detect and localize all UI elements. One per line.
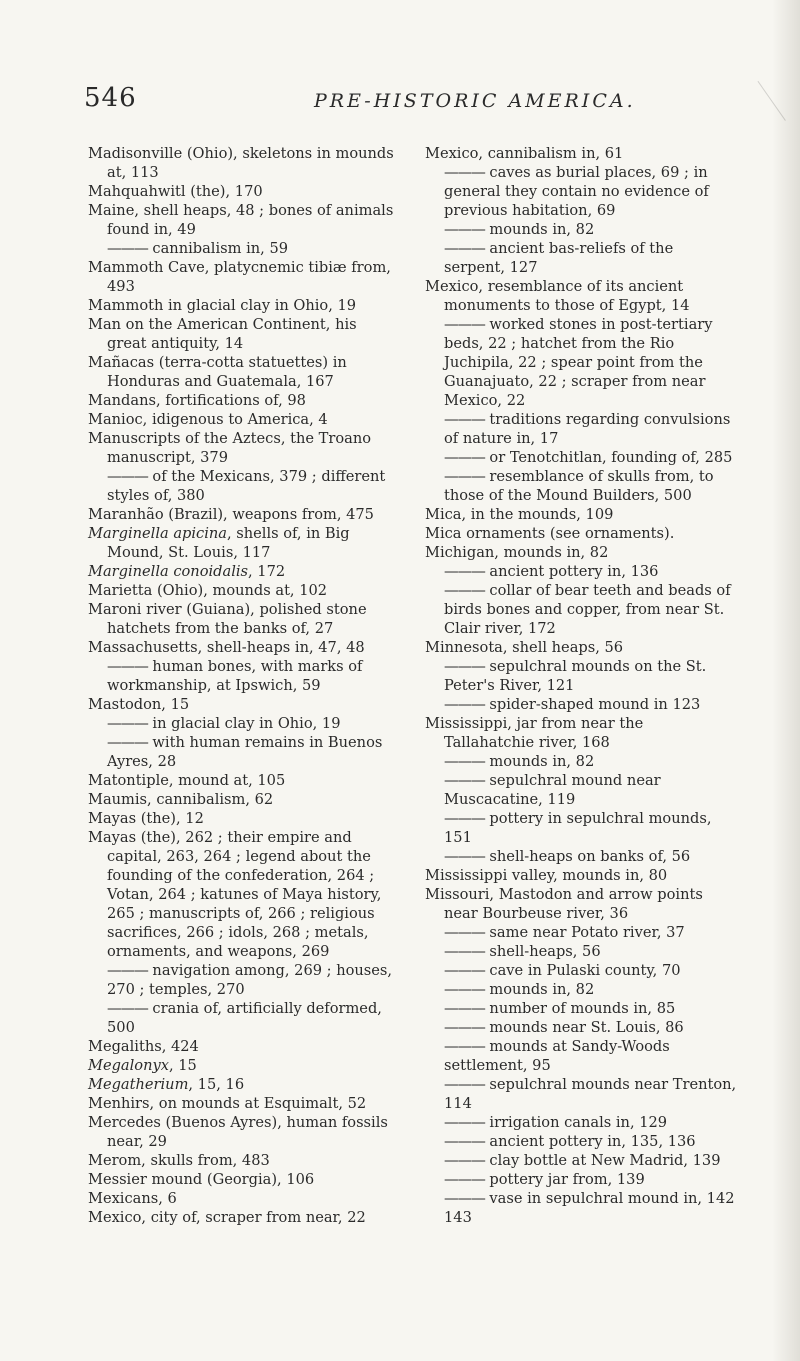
entry-text: ancient pottery in, 135, 136 [484,1133,696,1150]
entry-italic-term: Megatherium [88,1076,189,1093]
page-edge-shadow [772,0,800,1361]
index-subentry [425,467,737,505]
entry-text: Massachusetts, shell-heaps in, 47, 48 [88,639,365,656]
index-subentry [88,467,394,505]
entry-text: mounds near St. Louis, 86 [484,1019,684,1036]
repeat-dash: ——— [444,563,485,580]
index-entry [88,353,394,391]
repeat-dash: ——— [444,981,485,998]
entry-italic-term: Megalonyx [88,1057,169,1074]
entry-text: , shells of, in Big Mound, St. Louis, 117 [107,525,350,561]
repeat-dash: ——— [444,468,485,485]
entry-text: or Tenotchitlan, founding of, 285 [484,449,733,466]
index-entry [88,1037,394,1056]
repeat-dash: ——— [444,1076,485,1093]
entry-text: mounds in, 82 [484,753,595,770]
entry-text: with human remains in Buenos Ayres, 28 [107,734,383,770]
entry-text: Mexico, cannibalism in, 61 [425,145,624,162]
entry-text: shell-heaps on banks of, 56 [484,848,691,865]
index-entry [88,182,394,201]
index-subentry [88,999,394,1037]
entry-text: Mexico, city of, scraper from near, 22 [88,1209,366,1226]
index-entry [88,1075,394,1094]
entry-text: pottery jar from, 139 [484,1171,645,1188]
repeat-dash: ——— [444,658,485,675]
entry-text: Menhirs, on mounds at Esquimalt, 52 [88,1095,367,1112]
index-entry [425,885,737,923]
index-entry [88,1189,394,1208]
entry-text: collar of bear teeth and beads of birds bones and copper, from near St. Clair river, 172 [444,582,731,637]
entry-text: spider-shaped mound in 123 [484,696,701,713]
index-entry [88,581,394,600]
repeat-dash: ——— [107,468,148,485]
entry-text: caves as burial places, 69 ; in general they contain no evidence of previous habitation, 69 [444,164,709,219]
entry-text: sepulchral mound near Muscacatine, 119 [444,772,661,808]
index-subentry [88,657,394,695]
index-entry [88,144,394,182]
index-entry [88,258,394,296]
index-entry [88,638,394,657]
entry-text: Mandans, fortifications of, 98 [88,392,306,409]
entry-text: sepulchral mounds on the St. Peter's River, 121 [444,658,707,694]
repeat-dash: ——— [444,753,485,770]
entry-text: Mississippi, jar from near the Tallahatchie river, 168 [425,715,644,751]
index-entry [88,1151,394,1170]
index-subentry [425,1151,737,1170]
index-subentry [425,410,737,448]
entry-text: Mañacas (terra-cotta statuettes) in Honduras and Guatemala, 167 [88,354,347,390]
index-entry [88,1113,394,1151]
index-entry [88,315,394,353]
repeat-dash: ——— [444,411,485,428]
running-title: PRE-HISTORIC AMERICA. [314,90,636,112]
index-subentry [425,923,737,942]
entry-text: Maroni river (Guiana), polished stone hatchets from the banks of, 27 [88,601,367,637]
entry-text: , 172 [248,563,286,580]
index-entry [425,144,737,163]
entry-text: Mayas (the), 12 [88,810,204,827]
index-subentry [425,1113,737,1132]
index-entry [425,638,737,657]
repeat-dash: ——— [444,164,485,181]
entry-text: mounds at Sandy-Woods settlement, 95 [444,1038,670,1074]
entry-text: clay bottle at New Madrid, 139 [484,1152,721,1169]
index-entry [88,505,394,524]
entry-text: Maranhão (Brazil), weapons from, 475 [88,506,374,523]
repeat-dash: ——— [444,1114,485,1131]
entry-text: Mammoth in glacial clay in Ohio, 19 [88,297,357,314]
entry-text: cave in Pulaski county, 70 [484,962,681,979]
entry-text: mounds in, 82 [484,221,595,238]
index-subentry [425,752,737,771]
index-subentry [425,581,737,638]
entry-text: Man on the American Continent, his great antiquity, 14 [88,316,357,352]
index-subentry [425,448,737,467]
entry-text: in glacial clay in Ohio, 19 [147,715,341,732]
repeat-dash: ——— [444,221,485,238]
entry-text: Manioc, idigenous to America, 4 [88,411,328,428]
repeat-dash: ——— [444,240,485,257]
index-column-left [88,144,394,1227]
entry-text: same near Potato river, 37 [484,924,685,941]
entry-text: pottery in sepulchral mounds, 151 [444,810,712,846]
entry-text: Manuscripts of the Aztecs, the Troano manuscript, 379 [88,430,372,466]
repeat-dash: ——— [107,240,148,257]
index-subentry [425,999,737,1018]
repeat-dash: ——— [444,1190,485,1207]
entry-text: Matontiple, mound at, 105 [88,772,286,789]
index-entry [88,695,394,714]
entry-text: resemblance of skulls from, to those of the Mound Builders, 500 [444,468,714,504]
entry-text: mounds in, 82 [484,981,595,998]
entry-text: shell-heaps, 56 [484,943,601,960]
index-subentry [88,733,394,771]
index-entry [88,771,394,790]
entry-text: human bones, with marks of workmanship, at Ipswich, 59 [107,658,363,694]
entry-text: Mercedes (Buenos Ayres), human fossils near, 29 [88,1114,388,1150]
entry-text: , 15 [168,1057,197,1074]
index-entry [88,562,394,581]
repeat-dash: ——— [444,810,485,827]
entry-text: Messier mound (Georgia), 106 [88,1171,315,1188]
index-subentry [425,809,737,847]
index-subentry [425,961,737,980]
repeat-dash: ——— [444,1171,485,1188]
repeat-dash: ——— [444,1133,485,1150]
entry-italic-term: Marginella conoidalis [88,563,249,580]
entry-text: Megaliths, 424 [88,1038,199,1055]
entry-text: Mexicans, 6 [88,1190,177,1207]
index-subentry [88,714,394,733]
repeat-dash: ——— [107,734,148,751]
index-entry [88,1170,394,1189]
entry-text: Mayas (the), 262 ; their empire and capital, 263, 264 ; legend about the founding of the confederation, 264 ; Votan, 264 ; katunes of Maya history, 265 ; manuscripts of, 266 ; religious sacrifices, 266 ; idols, 268 ; metals, ornaments, and weapons, 269 [88,829,382,960]
entry-italic-term: Marginella apicina [88,525,227,542]
repeat-dash: ——— [444,316,485,333]
index-entry [88,809,394,828]
entry-text: ancient bas-reliefs of the serpent, 127 [444,240,674,276]
entry-text: Mammoth Cave, platycnemic tibiæ from, 493 [88,259,391,295]
entry-text: Mica ornaments (see ornaments). [425,525,675,542]
repeat-dash: ——— [444,1152,485,1169]
repeat-dash: ——— [107,715,148,732]
index-subentry [425,1170,737,1189]
index-subentry [425,847,737,866]
entry-text: Mississippi valley, mounds in, 80 [425,867,668,884]
entry-text: cannibalism in, 59 [147,240,289,257]
repeat-dash: ——— [444,1019,485,1036]
entry-text: vase in sepulchral mound in, 142 143 [444,1190,735,1226]
entry-text: , 15, 16 [188,1076,245,1093]
index-entry [88,1094,394,1113]
entry-text: traditions regarding convulsions of nature in, 17 [444,411,731,447]
repeat-dash: ——— [444,582,485,599]
entry-text: sepulchral mounds near Trenton, 114 [444,1076,737,1112]
index-subentry [425,1075,737,1113]
repeat-dash: ——— [107,658,148,675]
index-entry [425,866,737,885]
entry-text: navigation among, 269 ; houses, 270 ; temples, 270 [107,962,393,998]
index-subentry [425,239,737,277]
index-subentry [425,163,737,220]
index-entry [88,201,394,239]
repeat-dash: ——— [107,1000,148,1017]
entry-text: Maine, shell heaps, 48 ; bones of animals found in, 49 [88,202,394,238]
index-subentry [88,961,394,999]
entry-text: Mica, in the mounds, 109 [425,506,614,523]
index-entry [425,714,737,752]
index-subentry [425,657,737,695]
index-subentry [425,695,737,714]
index-entry [88,600,394,638]
entry-text: worked stones in post-tertiary beds, 22 ; hatchet from the Rio Juchipila, 22 ; spear point from the Guanajuato, 22 ; scraper from near Mexico, 22 [444,316,713,409]
index-entry [88,410,394,429]
entry-text: Mahquahwitl (the), 170 [88,183,263,200]
repeat-dash: ——— [444,848,485,865]
entry-text: irrigation canals in, 129 [484,1114,668,1131]
index-subentry [425,771,737,809]
index-entry [88,790,394,809]
index-subentry [425,220,737,239]
index-entry [88,1208,394,1227]
entry-text: Merom, skulls from, 483 [88,1152,270,1169]
entry-text: Marietta (Ohio), mounds at, 102 [88,582,328,599]
entry-text: Michigan, mounds in, 82 [425,544,609,561]
entry-text: number of mounds in, 85 [484,1000,676,1017]
index-subentry [425,562,737,581]
index-subentry [88,239,394,258]
entry-text: Madisonville (Ohio), skeletons in mounds at, 113 [88,145,394,181]
entry-text: of the Mexicans, 379 ; different styles of, 380 [107,468,386,504]
entry-text: Maumis, cannibalism, 62 [88,791,274,808]
entry-text: Mexico, resemblance of its ancient monuments to those of Egypt, 14 [425,278,690,314]
repeat-dash: ——— [444,449,485,466]
index-entry [88,429,394,467]
entry-text: Mastodon, 15 [88,696,190,713]
index-entry [88,828,394,961]
index-subentry [425,1037,737,1075]
index-subentry [425,942,737,961]
index-entry [88,524,394,562]
index-subentry [425,1132,737,1151]
entry-text: Minnesota, shell heaps, 56 [425,639,624,656]
index-entry [425,543,737,562]
index-entry [88,391,394,410]
index-subentry [425,315,737,410]
index-subentry [425,1189,737,1227]
index-subentry [425,1018,737,1037]
index-entry [425,277,737,315]
entry-text: Missouri, Mastodon and arrow points near Bourbeuse river, 36 [425,886,703,922]
entry-text: ancient pottery in, 136 [484,563,659,580]
repeat-dash: ——— [444,943,485,960]
index-entry [425,524,737,543]
page-header [84,83,704,123]
index-column-right [425,144,737,1227]
page-number: 546 [84,83,137,113]
repeat-dash: ——— [444,696,485,713]
index-entry [88,296,394,315]
repeat-dash: ——— [107,962,148,979]
entry-text: crania of, artificially deformed, 500 [107,1000,382,1036]
index-subentry [425,980,737,999]
repeat-dash: ——— [444,962,485,979]
repeat-dash: ——— [444,1038,485,1055]
repeat-dash: ——— [444,1000,485,1017]
index-entry [88,1056,394,1075]
repeat-dash: ——— [444,924,485,941]
repeat-dash: ——— [444,772,485,789]
index-entry [425,505,737,524]
